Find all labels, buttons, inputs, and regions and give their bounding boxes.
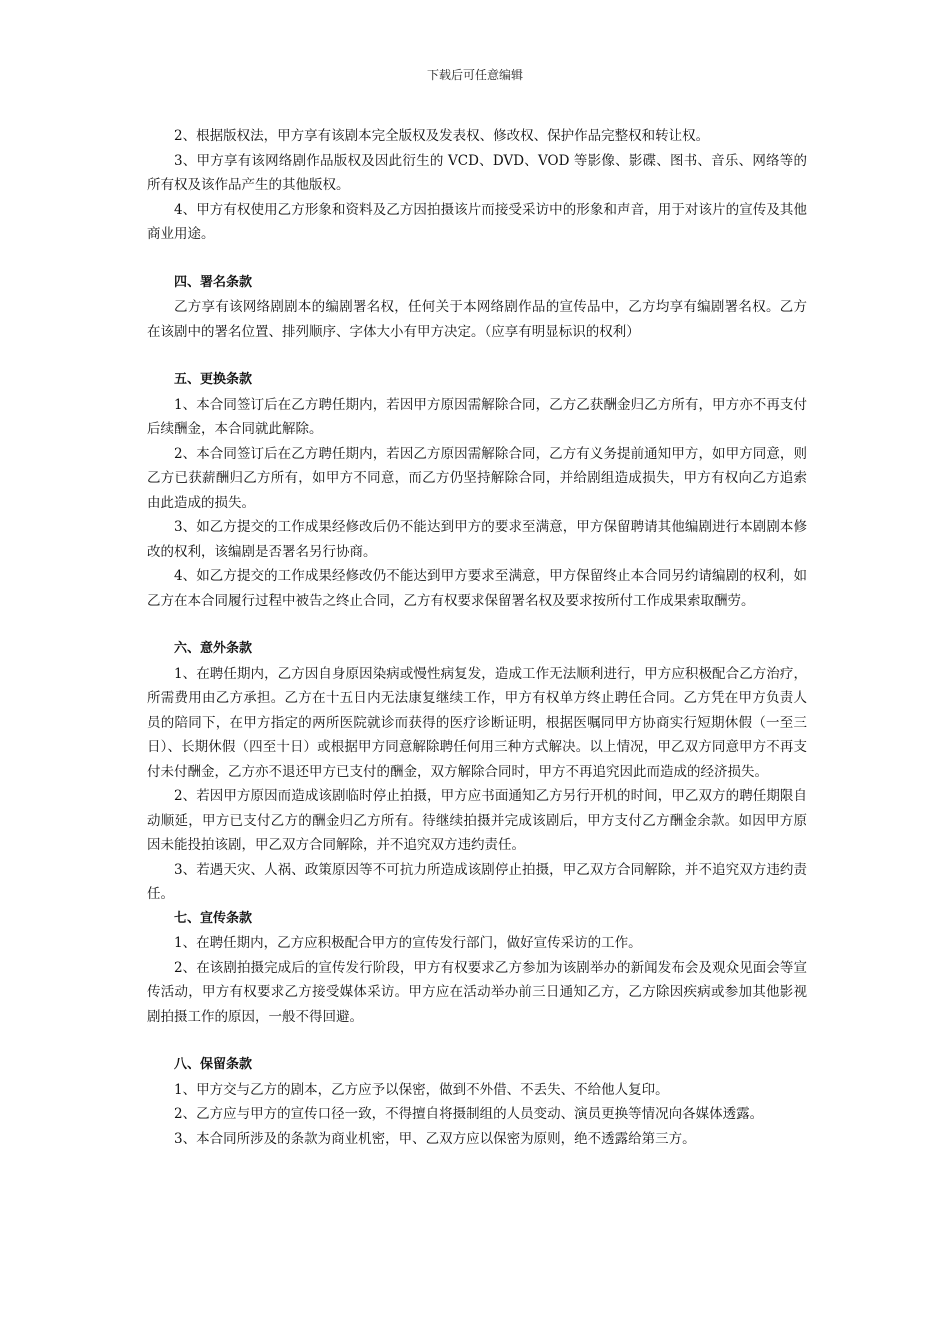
clause-paragraph: 3、若遇天灾、人祸、政策原因等不可抗力所造成该剧停止拍摄，甲乙双方合同解除，并不追究双方违约责任。	[147, 861, 807, 902]
clause-paragraph: 3、本合同所涉及的条款为商业机密，甲、乙双方应以保密为原则，绝不透露给第三方。	[174, 1130, 696, 1147]
clause-paragraph: 2、在该剧拍摄完成后的宣传发行阶段，甲方有权要求乙方参加为该剧举办的新闻发布会及观众见面会等宣传活动，甲方有权要求乙方接受媒体采访。甲方应在活动举办前三日通知乙方，乙方除因疾病或参加其他影视剧拍摄工作的原因，一般不得回避。	[147, 959, 807, 1025]
clause-paragraph: 3、如乙方提交的工作成果经修改后仍不能达到甲方的要求至满意，甲方保留聘请其他编剧进行本剧剧本修改的权利，该编剧是否署名另行协商。	[147, 519, 807, 560]
section-heading: 五、更换条款	[174, 372, 253, 387]
section-heading: 七、宣传条款	[174, 910, 253, 926]
clause-paragraph: 3、甲方享有该网络剧作品版权及因此衍生的 VCD、DVD、VOD 等影像、影碟、图书、音乐、网络等的所有权及该作品产生的其他版权。	[147, 152, 807, 193]
clause-paragraph: 1、在聘任期内，乙方因自身原因染病或慢性病复发，造成工作无法顺利进行，甲方应积极配合乙方治疗，所需费用由乙方承担。乙方在十五日内无法康复继续工作，甲方有权单方终止聘任合同。乙方凭在甲方负责人员的陪同下，在甲方指定的两所医院就诊而获得的医疗诊断证明，根据医嘱同甲方协商实行短期休假（一至三日）、长期休假（四至十日）或根据甲方同意解除聘任何用三种方式解决。以上情况，甲乙双方同意甲方不再支付未付酬金，乙方亦不退还甲方已支付的酬金，双方解除合同时，甲方不再追究因此而造成的经济损失。	[147, 665, 807, 780]
clause-paragraph: 2、若因甲方原因而造成该剧临时停止拍摄，甲方应书面通知乙方另行开机的时间，甲乙双方的聘任期限自动顺延，甲方已支付乙方的酬金归乙方所有。待继续拍摄并完成该剧后，甲方支付乙方酬金余款。如因甲方原因未能投拍该剧，甲乙双方合同解除，并不追究双方违约责任。	[147, 788, 807, 853]
section-heading: 八、保留条款	[174, 1057, 253, 1072]
contract-body	[147, 124, 807, 1151]
clause-paragraph: 1、在聘任期内，乙方应积极配合甲方的宣传发行部门，做好宣传采访的工作。	[174, 935, 642, 951]
clause-paragraph: 2、本合同签订后在乙方聘任期内，若因乙方原因需解除合同，乙方有义务提前通知甲方，如甲方同意，则乙方已获薪酬归乙方所有，如甲方不同意，而乙方仍坚持解除合同，并给剧组造成损失，甲方有权向乙方追索由此造成的损失。	[147, 445, 807, 511]
clause-paragraph: 1、本合同签订后在乙方聘任期内，若因甲方原因需解除合同，乙方乙获酬金归乙方所有，甲方亦不再支付后续酬金，本合同就此解除。	[147, 396, 807, 437]
clause-paragraph: 2、乙方应与甲方的宣传口径一致，不得擅自将摄制组的人员变动、演员更换等情况向各媒体透露。	[174, 1106, 764, 1122]
section-spacer	[147, 613, 807, 637]
section-spacer	[147, 344, 807, 368]
header-note: 下载后可任意编辑	[426, 68, 523, 82]
clause-paragraph: 4、甲方有权使用乙方形象和资料及乙方因拍摄该片而接受采访中的形象和声音，用于对该片的宣传及其他商业用途。	[147, 201, 807, 242]
section-heading: 四、署名条款	[174, 274, 253, 290]
clause-paragraph: 2、根据版权法，甲方享有该剧本完全版权及发表权、修改权、保护作品完整权和转让权。	[174, 128, 710, 144]
clause-paragraph: 1、甲方交与乙方的剧本，乙方应予以保密，做到不外借、不丢失、不给他人复印。	[174, 1081, 669, 1098]
section-heading: 六、意外条款	[174, 641, 253, 656]
clause-paragraph: 4、如乙方提交的工作成果经修改仍不能达到甲方要求至满意，甲方保留终止本合同另约请编剧的权利，如乙方在本合同履行过程中被告之终止合同，乙方有权要求保留署名权及要求按所付工作成果索取酬劳。	[147, 568, 807, 609]
section-spacer	[147, 1029, 807, 1053]
clause-paragraph: 乙方享有该网络剧剧本的编剧署名权，任何关于本网络剧作品的宣传品中，乙方均享有编剧署名权。乙方在该剧中的署名位置、排列顺序、字体大小有甲方决定。（应享有明显标识的权利）	[147, 299, 807, 340]
section-spacer	[147, 247, 807, 271]
